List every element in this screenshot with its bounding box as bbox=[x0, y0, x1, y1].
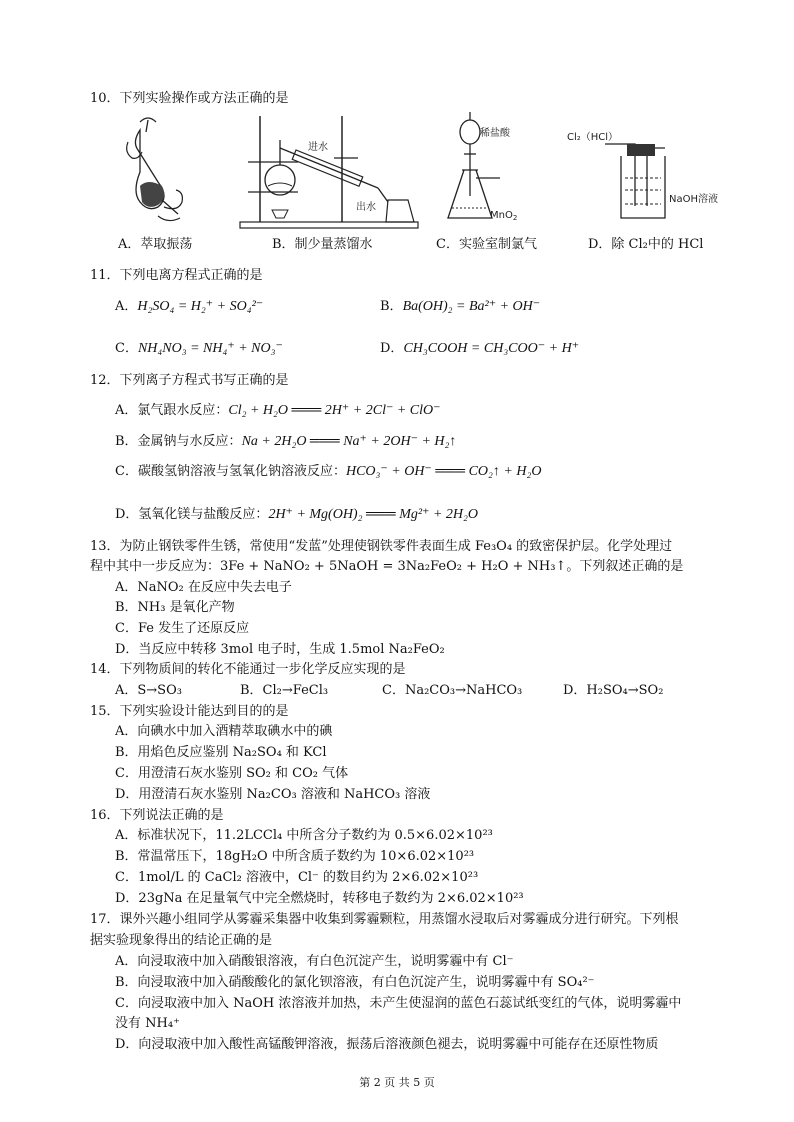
q16-option-d: D．23gNa 在足量氧气中完全燃烧时，转移电子数约为 2×6.02×10²³ bbox=[115, 891, 524, 906]
q12-stem: 12．下列离子方程式书写正确的是 bbox=[90, 373, 289, 388]
q16-stem: 16．下列说法正确的是 bbox=[90, 808, 224, 823]
separatory-funnel-figure bbox=[118, 112, 198, 227]
q14-option-b: B．Cl₂→FeCl₃ bbox=[240, 683, 329, 698]
q17-stem-line1: 17．课外兴趣小组同学从雾霾采集器中收集到雾霾颗粒，用蒸馏水浸取后对雾霾成分进行研究。下列根 bbox=[90, 912, 679, 927]
q11-option-c: C．NH₄NO₃ = NH₄⁺ + NO₃⁻ bbox=[115, 341, 283, 356]
q13-option-c: C．Fe 发生了还原反应 bbox=[115, 621, 250, 636]
gas-washing-bottle-figure bbox=[565, 126, 765, 224]
q10-stem: 10．下列实验操作或方法正确的是 bbox=[90, 91, 289, 106]
distillation-apparatus-figure bbox=[238, 110, 420, 230]
q10-option-c: C．实验室制氯气 bbox=[436, 237, 537, 252]
q13-option-a: A．NaNO₂ 在反应中失去电子 bbox=[115, 580, 292, 595]
q17-option-c: C．向浸取液中加入 NaOH 浓溶液并加热，未产生使湿润的蓝色石蕊试纸变红的气体，说明雾霾中 bbox=[115, 996, 682, 1011]
q14-option-d: D．H₂SO₄→SO₂ bbox=[563, 683, 664, 698]
q17-option-c-cont: 没有 NH₄⁺ bbox=[115, 1016, 180, 1031]
q13-option-b: B．NH₃ 是氧化产物 bbox=[115, 600, 235, 615]
q13-option-d: D．当反应中转移 3mol 电子时，生成 1.5mol Na₂FeO₂ bbox=[115, 642, 445, 657]
q11-option-a: A．H₂SO₄ = H₂⁺ + SO₄²⁻ bbox=[115, 299, 264, 314]
q10-option-a: A．萃取振荡 bbox=[118, 237, 193, 252]
q16-option-c: C．1mol/L 的 CaCl₂ 溶液中，Cl⁻ 的数目约为 2×6.02×10²³ bbox=[115, 870, 479, 885]
q16-option-b: B．常温常压下，18gH₂O 中所含质子数约为 10×6.02×10²³ bbox=[115, 849, 475, 864]
q14-stem: 14．下列物质间的转化不能通过一步化学反应实现的是 bbox=[90, 662, 406, 677]
q10-option-d: D．除 Cl₂中的 HCl bbox=[588, 237, 704, 252]
mno2-label: MnO$_2$ bbox=[490, 210, 518, 222]
page-footer: 第 2 页 共 5 页 bbox=[359, 1076, 435, 1089]
water-out-label: 出水 bbox=[356, 202, 376, 213]
q11-option-b: B．Ba(OH)₂ = Ba²⁺ + OH⁻ bbox=[380, 299, 541, 314]
q12-option-d: D．氢氧化镁与盐酸反应：2H⁺ + Mg(OH)₂ ═══ Mg²⁺ + 2H₂O bbox=[115, 507, 478, 522]
q14-option-a: A．S→SO₃ bbox=[115, 683, 182, 698]
q10-option-b: B．制少量蒸馏水 bbox=[272, 237, 373, 252]
q17-stem-line2: 据实验现象得出的结论正确的是 bbox=[90, 933, 273, 948]
q15-option-a: A．向碘水中加入酒精萃取碘水中的碘 bbox=[115, 724, 333, 739]
q17-option-a: A．向浸取液中加入硝酸银溶液，有白色沉淀产生，说明雾霾中有 Cl⁻ bbox=[115, 954, 514, 969]
q11-option-d: D．CH₃COOH = CH₃COO⁻ + H⁺ bbox=[380, 341, 580, 356]
q12-option-b: B．金属钠与水反应：Na + 2H₂O ═══ Na⁺ + 2OH⁻ + H₂↑ bbox=[115, 434, 457, 449]
naoh-solution-label: NaOH溶液 bbox=[669, 194, 718, 205]
q13-stem-line2: 程中其中一步反应为：3Fe + NaNO₂ + 5NaOH = 3Na₂FeO₂ + H₂O + NH₃↑。下列叙述正确的是 bbox=[90, 559, 684, 574]
q12-option-c: C．碳酸氢钠溶液与氢氧化钠溶液反应：HCO₃⁻ + OH⁻ ═══ CO₂↑ + H₂O bbox=[115, 464, 542, 479]
q14-option-c: C．Na₂CO₃→NaHCO₃ bbox=[382, 683, 523, 698]
q11-stem: 11．下列电离方程式正确的是 bbox=[90, 268, 263, 283]
gas-label: Cl₂（HCl） bbox=[567, 132, 619, 143]
q13-stem-line1: 13．为防止钢铁零件生锈，常使用“发蓝”处理使钢铁零件表面生成 Fe₃O₄ 的致密保护层。化学处理过 bbox=[90, 539, 673, 554]
q17-option-d: D．向浸取液中加入酸性高锰酸钾溶液，振荡后溶液颜色褪去，说明雾霾中可能存在还原性物质 bbox=[115, 1037, 659, 1052]
chlorine-generator-figure bbox=[440, 108, 530, 230]
q16-option-a: A．标准状况下，11.2LCCl₄ 中所含分子数约为 0.5×6.02×10²³ bbox=[115, 828, 493, 843]
dilute-hcl-label: 稀盐酸 bbox=[480, 128, 510, 139]
q15-option-d: D．用澄清石灰水鉴别 Na₂CO₃ 溶液和 NaHCO₃ 溶液 bbox=[115, 787, 431, 802]
q15-stem: 15．下列实验设计能达到目的的是 bbox=[90, 704, 289, 719]
q17-option-b: B．向浸取液中加入硝酸酸化的氯化钡溶液，有白色沉淀产生，说明雾霾中有 SO₄²⁻ bbox=[115, 975, 595, 990]
q12-option-a: A．氯气跟水反应：Cl₂ + H₂O ═══ 2H⁺ + 2Cl⁻ + ClO⁻ bbox=[115, 403, 441, 418]
water-in-label: 进水 bbox=[308, 142, 328, 153]
q15-option-c: C．用澄清石灰水鉴别 SO₂ 和 CO₂ 气体 bbox=[115, 766, 349, 781]
q15-option-b: B．用焰色反应鉴别 Na₂SO₄ 和 KCl bbox=[115, 745, 327, 760]
